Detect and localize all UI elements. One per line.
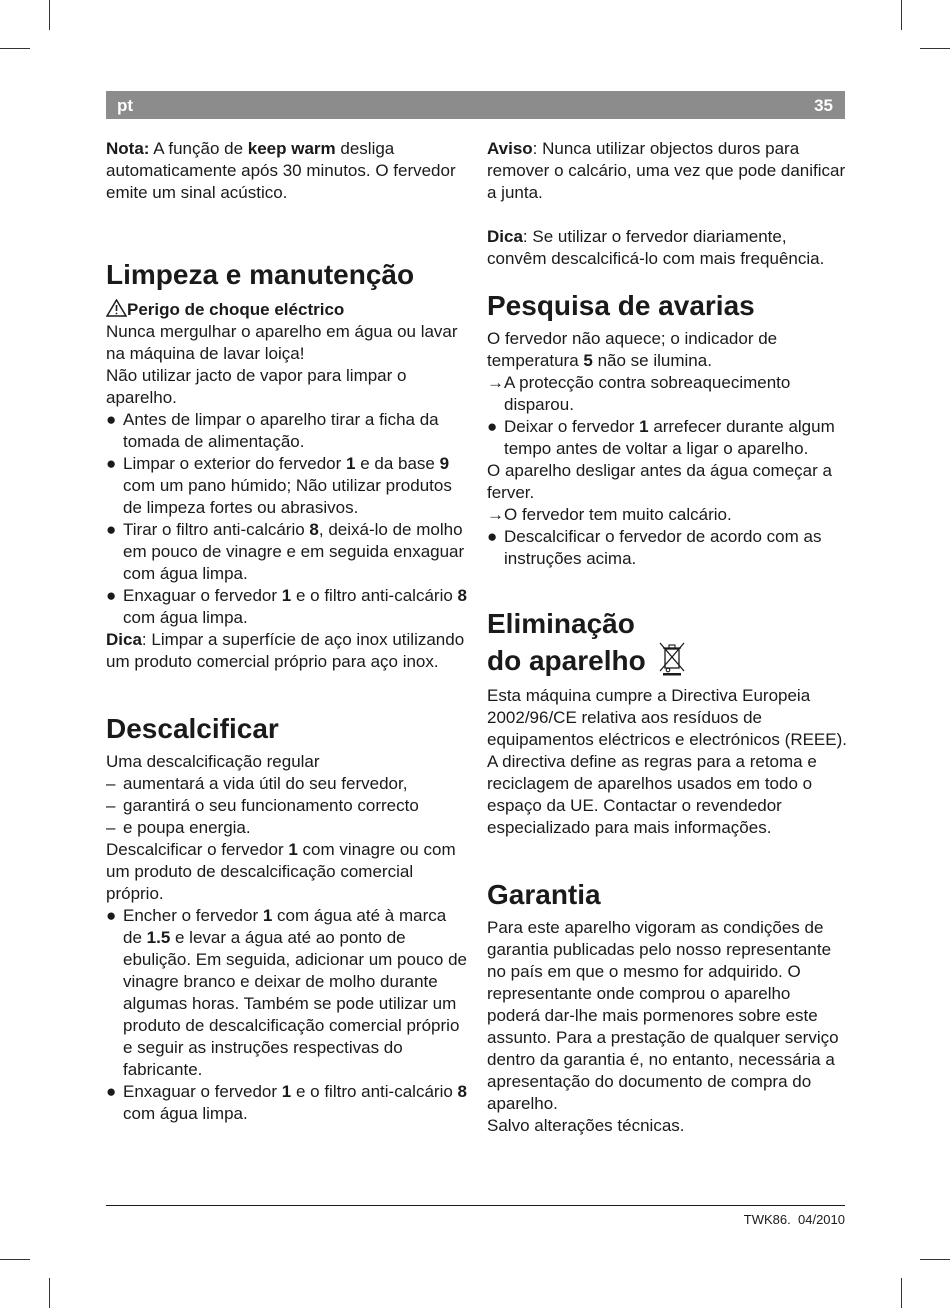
list-item: ● Deixar o fervedor 1 arrefecer durante algum tempo antes de voltar a ligar o aparelho. bbox=[487, 417, 835, 458]
list-item: → O fervedor tem muito calcário. bbox=[487, 505, 732, 524]
warning-text: Nunca mergulhar o aparelho em água ou lavar na máquina de lavar loiça! bbox=[106, 322, 458, 363]
crossed-bin-icon bbox=[657, 640, 687, 676]
warranty-text: Para este aparelho vigoram as condições de garantia publicadas pelo nosso representante no país em que o mesmo for adquirido. O representante onde comprou o aparelho poderá dar-lhe mais pormenores sobre este assunto. Para a prestação de qualquer serviço dentro da garantia é, no entanto, necessária a apresentação do documento de compra do aparelho. bbox=[487, 918, 839, 1113]
list-item: – garantirá o seu funcionamento correcto bbox=[106, 796, 419, 815]
page-header bbox=[106, 91, 845, 119]
descale-intro: Uma descalcificação regular bbox=[106, 752, 320, 771]
tip-paragraph: Dica: Limpar a superfície de aço inox utilizando um produto comercial próprio para aço inox. bbox=[106, 630, 465, 671]
warning-text: Não utilizar jacto de vapor para limpar o aparelho. bbox=[106, 366, 407, 407]
left-column bbox=[106, 138, 468, 1125]
tip-paragraph: Dica: Se utilizar o fervedor diariamente, convêm descalcificá-lo com mais frequência. bbox=[487, 227, 825, 268]
crop-mark bbox=[49, 1278, 50, 1308]
list-item: ● Tirar o filtro anti-calcário 8, deixá-lo de molho em pouco de vinagre e em seguida enxaguar com água limpa. bbox=[106, 520, 465, 583]
model-number: TWK86. bbox=[743, 1212, 791, 1227]
list-item: ● Descalcificar o fervedor de acordo com as instruções acima. bbox=[487, 527, 822, 568]
page-footer bbox=[744, 1212, 845, 1227]
note-paragraph: Nota: A função de keep warm desliga automaticamente após 30 minutos. O fervedor emite um sinal acústico. bbox=[106, 139, 456, 202]
list-item: ● Limpar o exterior do fervedor 1 e da base 9 com um pano húmido; Não utilizar produtos de limpeza fortes ou abrasivos. bbox=[106, 454, 452, 517]
list-item: ● Encher o fervedor 1 com água até à marca de 1.5 e levar a água até ao ponto de ebulição. Em seguida, adicionar um pouco de vinagre branco e deixar de molho durante algumas horas. Também se pode utilizar um produto de descalcificação comercial próprio e seguir as instruções respectivas do fabricante. bbox=[106, 906, 467, 1079]
language-code: pt bbox=[117, 96, 134, 115]
footer-rule bbox=[106, 1205, 845, 1206]
list-item: ● Enxaguar o fervedor 1 e o filtro anti-calcário 8 com água limpa. bbox=[106, 586, 467, 627]
cleaning-title: Limpeza e manutenção bbox=[106, 259, 415, 290]
warranty-note: Salvo alterações técnicas. bbox=[487, 1116, 685, 1135]
crop-mark bbox=[901, 1278, 902, 1308]
disposal-text: Esta máquina cumpre a Directiva Europeia 2002/96/CE relativa aos resíduos de equipamentos eléctricos e electrónicos (REEE). A directiva define as regras para a retoma e reciclagem de aparelhos usados em todo o espaço da UE. Contactar o revendedor especializado para mais informações. bbox=[487, 686, 847, 837]
list-item: ● Antes de limpar o aparelho tirar a ficha da tomada de alimentação. bbox=[106, 410, 439, 451]
warning-heading: Perigo de choque eléctrico bbox=[106, 299, 468, 321]
list-item: – aumentará a vida útil do seu fervedor, bbox=[106, 774, 408, 793]
trouble-paragraph: O aparelho desligar antes da água começar a ferver. bbox=[487, 461, 832, 502]
crop-mark bbox=[0, 48, 30, 49]
right-column bbox=[487, 138, 847, 1137]
crop-mark bbox=[901, 0, 902, 30]
crop-mark bbox=[920, 1259, 950, 1260]
list-item: → A protecção contra sobreaquecimento disparou. bbox=[487, 373, 791, 414]
crop-mark bbox=[49, 0, 50, 30]
trouble-paragraph: O fervedor não aquece; o indicador de temperatura 5 não se ilumina. bbox=[487, 329, 778, 370]
troubleshooting-title: Pesquisa de avarias bbox=[487, 290, 755, 321]
crop-mark bbox=[0, 1259, 30, 1260]
crop-mark bbox=[920, 48, 950, 49]
list-item: ● Enxaguar o fervedor 1 e o filtro anti-calcário 8 com água limpa. bbox=[106, 1082, 467, 1123]
edition-date: 04/2010 bbox=[798, 1212, 845, 1227]
disposal-title: Eliminação do aparelho bbox=[487, 608, 847, 677]
descale-paragraph: Descalcificar o fervedor 1 com vinagre ou com um produto de descalcificação comercial próprio. bbox=[106, 840, 456, 903]
descale-title: Descalcificar bbox=[106, 713, 279, 744]
warning-paragraph: Aviso: Nunca utilizar objectos duros para remover o calcário, uma vez que pode danificar a junta. bbox=[487, 139, 846, 202]
page-number: 35 bbox=[814, 96, 833, 115]
warning-triangle-icon bbox=[106, 299, 127, 317]
list-item: – e poupa energia. bbox=[106, 818, 251, 837]
warranty-title: Garantia bbox=[487, 879, 601, 910]
